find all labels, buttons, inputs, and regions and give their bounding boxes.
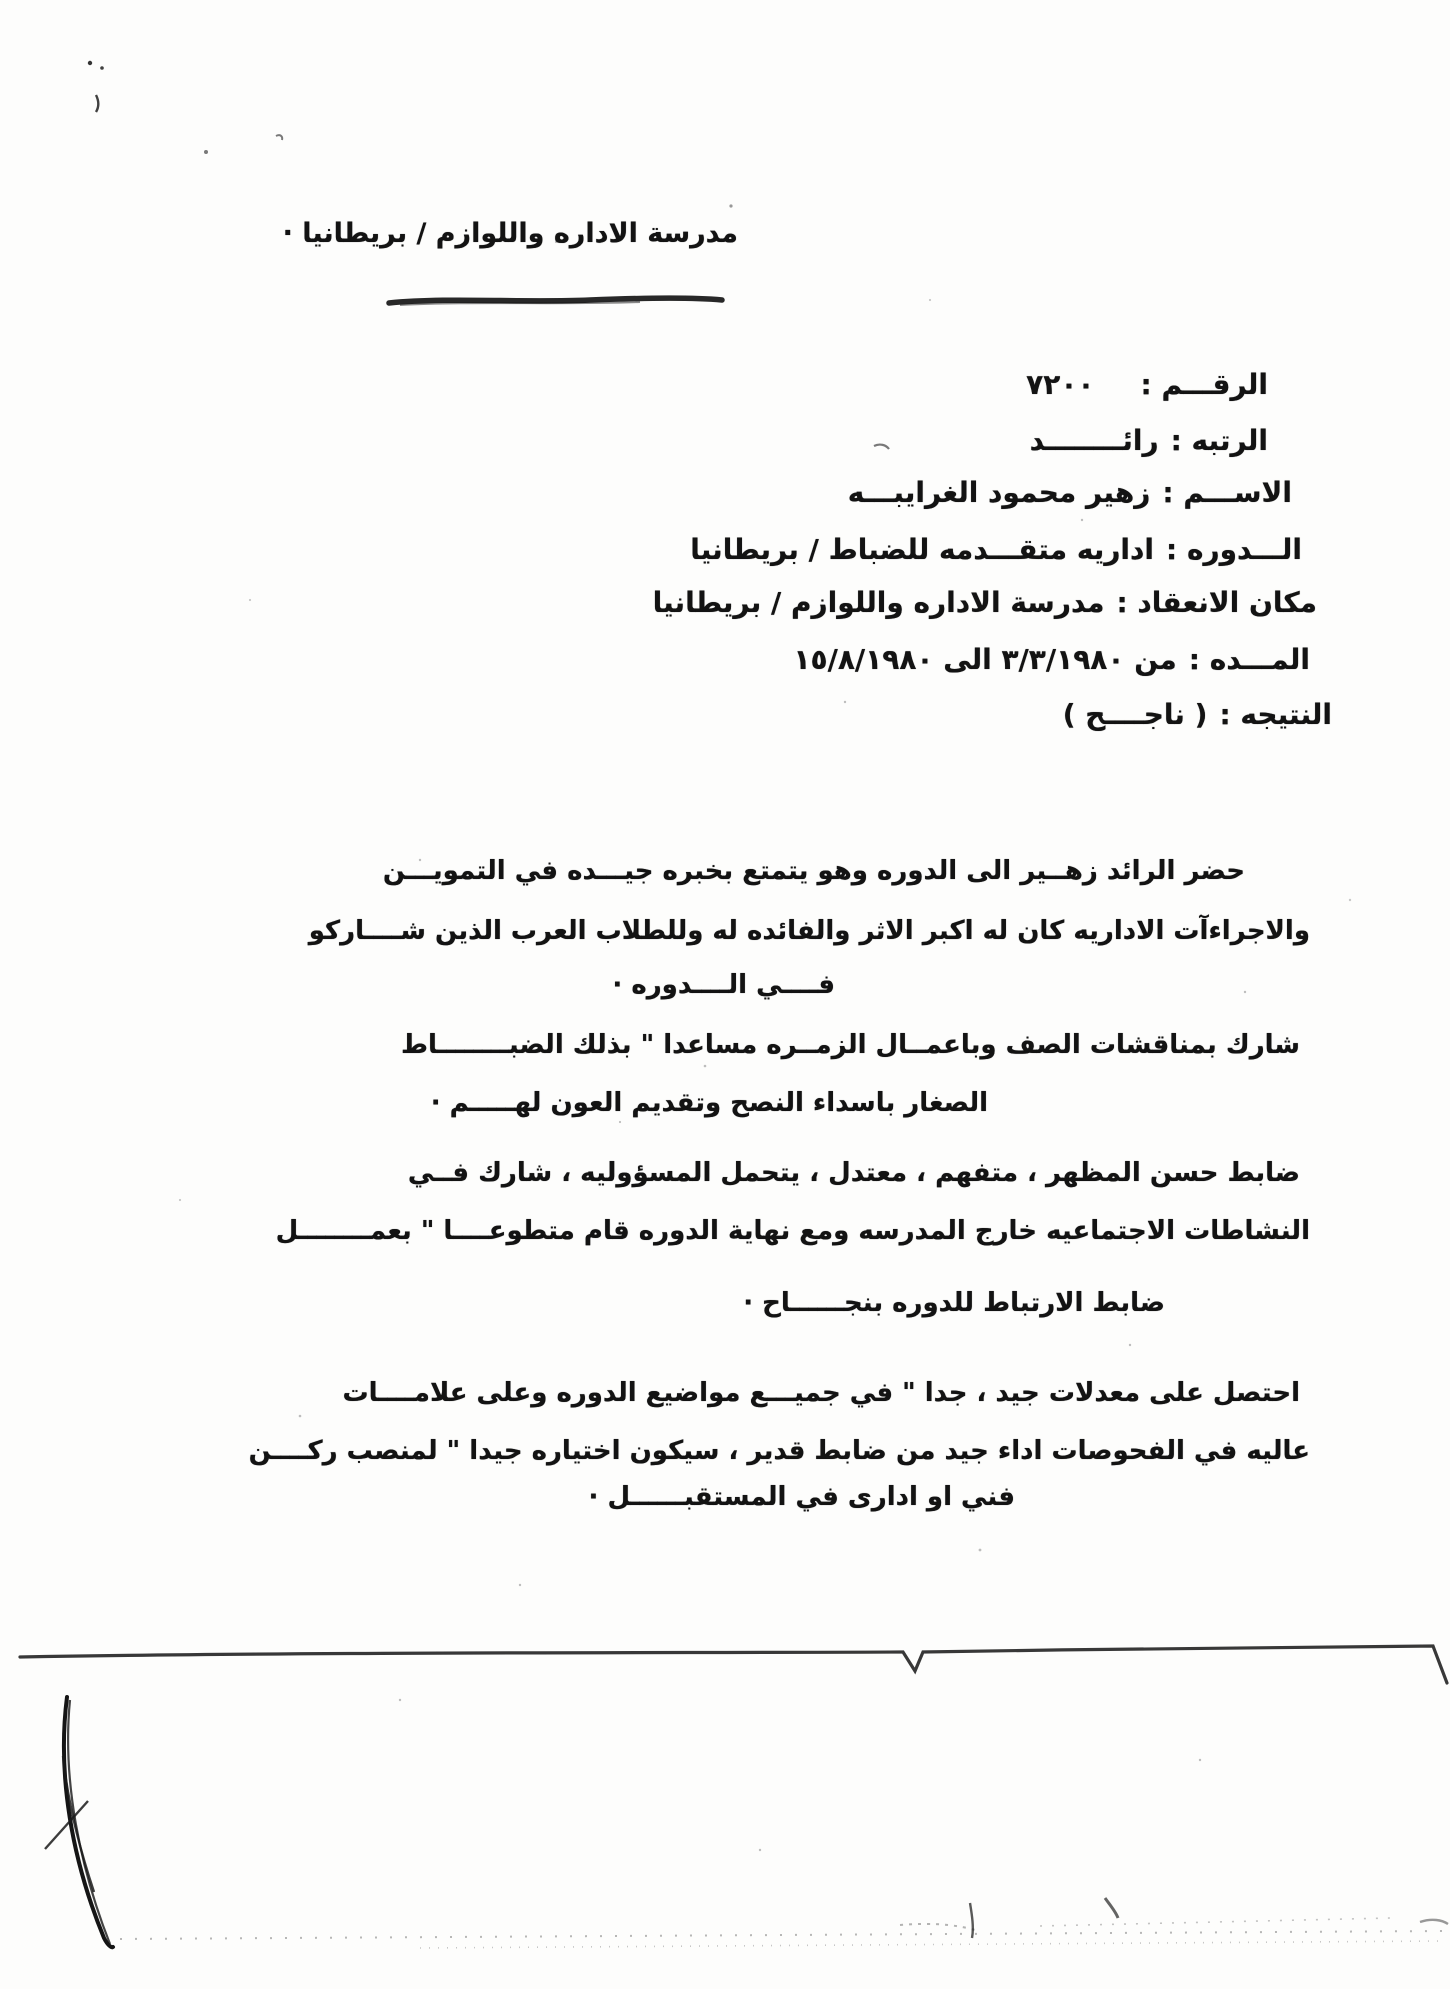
field-venue bbox=[653, 586, 1317, 619]
paragraph-line: ضابط الارتباط للدوره بنجــــــاح · bbox=[743, 1288, 1165, 1318]
paragraph-line: حضر الرائد زهــير الى الدوره وهو يتمتع بخبره جيـــده في التمويـــن bbox=[382, 856, 1245, 886]
field-course bbox=[690, 533, 1302, 566]
page-title: مدرسة الاداره واللوازم / بريطانيا · bbox=[282, 218, 738, 249]
paragraph-line: فــــي الــــدوره · bbox=[612, 970, 835, 1000]
pen-scribble bbox=[68, 1700, 110, 1944]
ink-speck bbox=[204, 150, 208, 154]
pen-scribble bbox=[63, 1756, 94, 1892]
ink-speck bbox=[874, 445, 889, 449]
ink-speck bbox=[88, 61, 92, 65]
field-duration bbox=[793, 643, 1310, 676]
field-name-value: زهير محمود الغرايبـــه bbox=[847, 476, 1151, 509]
field-result-label: النتيجه : bbox=[1219, 698, 1332, 731]
paragraph-line: فني او ادارى في المستقبــــــل · bbox=[588, 1482, 1015, 1512]
pen-scribble bbox=[45, 1801, 88, 1849]
field-number-label: الرقـــم : bbox=[1140, 368, 1268, 401]
paragraph-line: احتصل على معدلات جيد ، جدا " في جميـــع مواضيع الدوره وعلى علامــــات bbox=[342, 1378, 1300, 1408]
pen-scribble bbox=[64, 1697, 113, 1947]
field-name bbox=[848, 476, 1292, 509]
field-duration-value: من ٣/٣/١٩٨٠ الى ١٥/٨/١٩٨٠ bbox=[793, 643, 1177, 676]
pen-scribble bbox=[98, 1918, 108, 1947]
paragraph-line: عاليه في الفحوصات اداء جيد من ضابط قدير ، سيكون اختياره جيدا " لمنصب ركــــن bbox=[248, 1436, 1310, 1466]
title-underline bbox=[389, 298, 722, 303]
ink-speck bbox=[96, 95, 98, 112]
field-result-value: ( ناجــــح ) bbox=[1062, 698, 1208, 731]
paragraph-line: شارك بمناقشات الصف وباعمــال الزمــره مساعدا " بذلك الضبــــــــاط bbox=[400, 1030, 1300, 1060]
field-course-value: اداريه متقـــدمه للضباط / بريطانيا bbox=[690, 533, 1154, 566]
field-course-label: الـــدوره : bbox=[1166, 533, 1302, 566]
field-venue-value: مدرسة الاداره واللوازم / بريطانيا bbox=[652, 586, 1105, 619]
paragraph-line: الصغار باسداء النصح وتقديم العون لهـــــم · bbox=[430, 1088, 988, 1118]
field-rank-label: الرتبه : bbox=[1170, 424, 1268, 457]
field-name-label: الاســـم : bbox=[1162, 476, 1292, 509]
field-number bbox=[1026, 368, 1268, 401]
field-rank bbox=[1030, 424, 1268, 457]
ink-speck bbox=[100, 66, 104, 70]
field-result bbox=[1063, 698, 1332, 731]
paragraph-line: ضابط حسن المظهر ، متفهم ، معتدل ، يتحمل المسؤوليه ، شارك فــي bbox=[407, 1158, 1300, 1188]
field-rank-value: رائــــــــد bbox=[1029, 424, 1159, 457]
ink-speck bbox=[276, 135, 282, 140]
field-number-value: ٧٢٠٠ bbox=[1026, 368, 1095, 401]
field-duration-label: المـــده : bbox=[1188, 643, 1310, 676]
field-venue-label: مكان الانعقاد : bbox=[1116, 586, 1317, 619]
paragraph-line: والاجراءآت الاداريه كان له اكبر الاثر والفائده له وللطلاب العرب الذين شــــاركو bbox=[308, 916, 1310, 946]
fold-line bbox=[20, 1646, 1447, 1683]
paragraph-line: النشاطات الاجتماعيه خارج المدرسه ومع نهاية الدوره قام متطوعــــا " بعمــــــــل bbox=[275, 1216, 1310, 1246]
